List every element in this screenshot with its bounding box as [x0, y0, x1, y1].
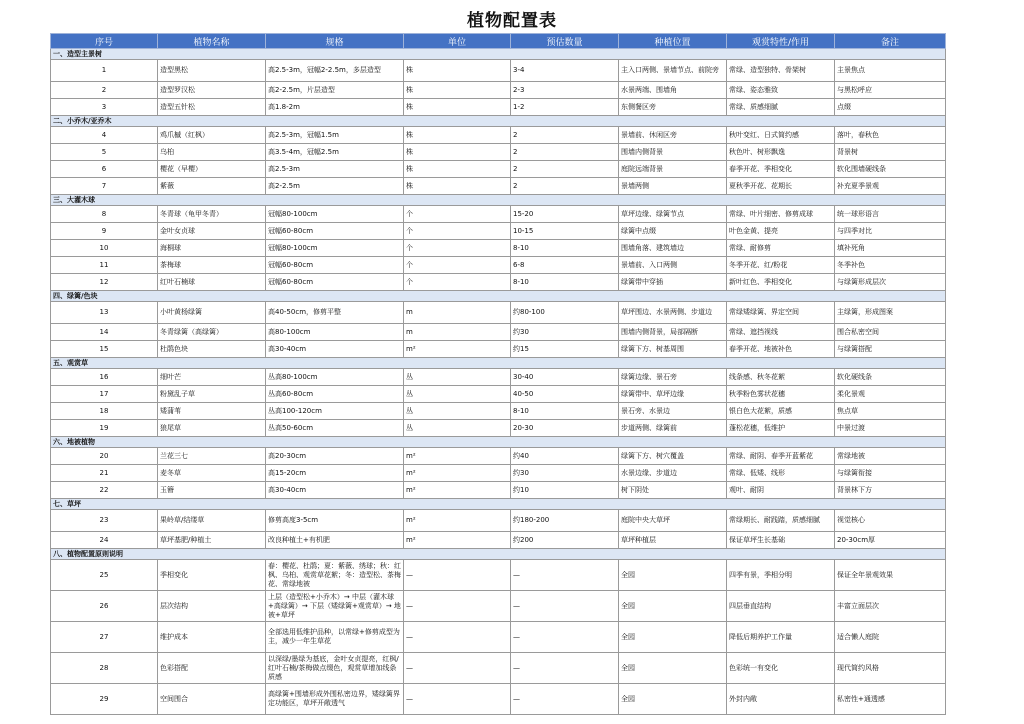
cell-plant-name[interactable]: 粉黛乱子草 — [158, 386, 266, 403]
section-title[interactable]: 六、地被植物 — [51, 437, 946, 448]
table-row — [51, 560, 946, 591]
header-note[interactable]: 备注 — [835, 34, 946, 49]
cell-unit[interactable]: 个 — [404, 240, 511, 257]
cell-note[interactable]: 私密性+通透感 — [835, 684, 946, 715]
table-row — [51, 257, 946, 274]
cell-spec[interactable]: 全部选用低维护品种，以常绿+修剪成型为主，减少一年生草花 — [266, 622, 404, 653]
cell-unit[interactable]: 个 — [404, 257, 511, 274]
cell-unit[interactable]: — — [404, 591, 511, 622]
cell-feature[interactable]: 秋叶变红、日式简约感 — [727, 127, 835, 144]
cell-index[interactable]: 28 — [51, 653, 158, 684]
cell-location[interactable]: 东侧餐区旁 — [619, 99, 727, 116]
cell-quantity[interactable]: 约180-200 — [511, 510, 619, 532]
cell-spec[interactable]: 冠幅60-80cm — [266, 274, 404, 291]
cell-quantity[interactable]: 约200 — [511, 532, 619, 549]
table-row — [51, 144, 946, 161]
cell-index[interactable]: 7 — [51, 178, 158, 195]
cell-index[interactable]: 24 — [51, 532, 158, 549]
cell-unit[interactable]: 株 — [404, 60, 511, 82]
cell-feature[interactable]: 四季有景，季相分明 — [727, 560, 835, 591]
cell-index[interactable]: 10 — [51, 240, 158, 257]
cell-quantity[interactable]: 3-4 — [511, 60, 619, 82]
cell-unit[interactable]: m² — [404, 532, 511, 549]
cell-spec[interactable]: 高30-40cm — [266, 341, 404, 358]
section-header-row — [51, 499, 946, 510]
cell-unit[interactable]: — — [404, 653, 511, 684]
table-row — [51, 448, 946, 465]
table-row — [51, 684, 946, 715]
cell-plant-name[interactable]: 兰花三七 — [158, 448, 266, 465]
cell-location[interactable]: 主入口两侧、景墙节点、前院旁 — [619, 60, 727, 82]
cell-unit[interactable]: 株 — [404, 178, 511, 195]
cell-note[interactable]: 与绿篱衔接 — [835, 465, 946, 482]
cell-spec[interactable]: 高80-100cm — [266, 324, 404, 341]
cell-note[interactable]: 中景过渡 — [835, 420, 946, 437]
cell-index[interactable]: 17 — [51, 386, 158, 403]
cell-note[interactable]: 统一球形语言 — [835, 206, 946, 223]
table-row — [51, 240, 946, 257]
cell-note[interactable]: 背景林下方 — [835, 482, 946, 499]
cell-quantity[interactable]: 约30 — [511, 465, 619, 482]
cell-location[interactable]: 步道两侧、绿篱前 — [619, 420, 727, 437]
cell-index[interactable]: 25 — [51, 560, 158, 591]
cell-feature[interactable]: 叶色金黄、提亮 — [727, 223, 835, 240]
cell-note[interactable]: 现代简约风格 — [835, 653, 946, 684]
cell-location[interactable]: 全园 — [619, 684, 727, 715]
cell-feature[interactable]: 常绿、耐修剪 — [727, 240, 835, 257]
section-title[interactable]: 二、小乔木/亚乔木 — [51, 116, 946, 127]
cell-unit[interactable]: 个 — [404, 223, 511, 240]
cell-feature[interactable]: 观叶、耐阴 — [727, 482, 835, 499]
cell-unit[interactable]: 丛 — [404, 420, 511, 437]
cell-quantity[interactable]: 2-3 — [511, 82, 619, 99]
cell-location[interactable]: 景石旁、水景边 — [619, 403, 727, 420]
cell-unit[interactable]: m — [404, 324, 511, 341]
cell-plant-name[interactable]: 乌桕 — [158, 144, 266, 161]
cell-note[interactable]: 与绿篱搭配 — [835, 341, 946, 358]
table-row — [51, 127, 946, 144]
cell-plant-name[interactable]: 金叶女贞球 — [158, 223, 266, 240]
cell-unit[interactable]: — — [404, 622, 511, 653]
cell-note[interactable]: 20-30cm厚 — [835, 532, 946, 549]
cell-note[interactable]: 背景树 — [835, 144, 946, 161]
cell-feature[interactable]: 常绿矮绿篱、界定空间 — [727, 302, 835, 324]
cell-quantity[interactable]: — — [511, 684, 619, 715]
cell-spec[interactable]: 丛高50-60cm — [266, 420, 404, 437]
cell-spec[interactable]: 丛高100-120cm — [266, 403, 404, 420]
cell-feature[interactable]: 常绿期长、耐践踏，质感细腻 — [727, 510, 835, 532]
section-title[interactable]: 八、植物配置原则说明 — [51, 549, 946, 560]
cell-index[interactable]: 2 — [51, 82, 158, 99]
cell-index[interactable]: 21 — [51, 465, 158, 482]
cell-location[interactable]: 全园 — [619, 560, 727, 591]
cell-spec[interactable]: 高2.5-3m，冠幅1.5m — [266, 127, 404, 144]
cell-unit[interactable]: m² — [404, 510, 511, 532]
cell-quantity[interactable]: 约80-100 — [511, 302, 619, 324]
cell-plant-name[interactable]: 小叶黄杨绿篱 — [158, 302, 266, 324]
cell-note[interactable]: 焦点草 — [835, 403, 946, 420]
cell-note[interactable]: 与四季对比 — [835, 223, 946, 240]
cell-feature[interactable]: 线条感、秋冬花絮 — [727, 369, 835, 386]
cell-unit[interactable]: 株 — [404, 127, 511, 144]
cell-note[interactable]: 柔化景观 — [835, 386, 946, 403]
cell-note[interactable]: 视觉核心 — [835, 510, 946, 532]
cell-location[interactable]: 庭院中央大草坪 — [619, 510, 727, 532]
cell-plant-name[interactable]: 海桐球 — [158, 240, 266, 257]
cell-location[interactable]: 绿篱下方、树穴覆盖 — [619, 448, 727, 465]
header-feature[interactable]: 观赏特性/作用 — [727, 34, 835, 49]
cell-plant-name[interactable]: 造型黑松 — [158, 60, 266, 82]
cell-feature[interactable]: 外封内敞 — [727, 684, 835, 715]
cell-spec[interactable]: 高2-2.5m — [266, 178, 404, 195]
table-row — [51, 403, 946, 420]
cell-location[interactable]: 水景边缘、步道边 — [619, 465, 727, 482]
cell-index[interactable]: 1 — [51, 60, 158, 82]
table-row — [51, 324, 946, 341]
cell-quantity[interactable]: 6-8 — [511, 257, 619, 274]
cell-location[interactable]: 景墙两侧 — [619, 178, 727, 195]
cell-quantity[interactable]: — — [511, 622, 619, 653]
cell-spec[interactable]: 高绿篱+围墙形成外围私密边界，矮绿篱界定功能区，草坪开敞透气 — [266, 684, 404, 715]
section-title[interactable]: 五、观赏草 — [51, 358, 946, 369]
cell-index[interactable]: 14 — [51, 324, 158, 341]
cell-plant-name[interactable]: 造型五针松 — [158, 99, 266, 116]
cell-plant-name[interactable]: 矮蒲苇 — [158, 403, 266, 420]
cell-spec[interactable]: 冠幅80-100cm — [266, 206, 404, 223]
cell-location[interactable]: 草坪种植层 — [619, 532, 727, 549]
table-row — [51, 274, 946, 291]
cell-quantity[interactable]: 10-15 — [511, 223, 619, 240]
cell-plant-name[interactable]: 鸡爪槭（红枫） — [158, 127, 266, 144]
cell-plant-name[interactable]: 色彩搭配 — [158, 653, 266, 684]
cell-plant-name[interactable]: 紫薇 — [158, 178, 266, 195]
cell-note[interactable]: 保证全年景观效果 — [835, 560, 946, 591]
cell-location[interactable]: 绿篱带中、草坪边缘 — [619, 386, 727, 403]
cell-index[interactable]: 15 — [51, 341, 158, 358]
cell-plant-name[interactable]: 麦冬草 — [158, 465, 266, 482]
header-spec[interactable]: 规格 — [266, 34, 404, 49]
cell-quantity[interactable]: — — [511, 560, 619, 591]
cell-spec[interactable]: 修剪高度3-5cm — [266, 510, 404, 532]
table-row — [51, 653, 946, 684]
cell-quantity[interactable]: 2 — [511, 127, 619, 144]
table-row — [51, 223, 946, 240]
header-unit[interactable]: 单位 — [404, 34, 511, 49]
header-quantity[interactable]: 预估数量 — [511, 34, 619, 49]
cell-quantity[interactable]: 8-10 — [511, 240, 619, 257]
cell-index[interactable]: 29 — [51, 684, 158, 715]
cell-plant-name[interactable]: 樱花（早樱） — [158, 161, 266, 178]
header-plant-name[interactable]: 植物名称 — [158, 34, 266, 49]
cell-plant-name[interactable]: 季相变化 — [158, 560, 266, 591]
cell-plant-name[interactable]: 冬青绿篱（高绿篱） — [158, 324, 266, 341]
cell-location[interactable]: 景墙前、休闲区旁 — [619, 127, 727, 144]
section-header-row — [51, 291, 946, 302]
cell-note[interactable]: 点缀 — [835, 99, 946, 116]
cell-location[interactable]: 绿篱下方、树基周围 — [619, 341, 727, 358]
cell-index[interactable]: 8 — [51, 206, 158, 223]
cell-feature[interactable]: 春季开花、季相变化 — [727, 161, 835, 178]
table-row — [51, 369, 946, 386]
cell-feature[interactable]: 蓬松花穗，低维护 — [727, 420, 835, 437]
cell-unit[interactable]: 株 — [404, 99, 511, 116]
cell-spec[interactable]: 冠幅60-80cm — [266, 257, 404, 274]
cell-location[interactable]: 绿篱边缘、景石旁 — [619, 369, 727, 386]
cell-spec[interactable]: 春：樱花、杜鹃；夏：紫薇、绣球；秋：红枫、乌桕、观赏草花絮；冬：造型松、茶梅花、常绿地被 — [266, 560, 404, 591]
cell-plant-name[interactable]: 红叶石楠球 — [158, 274, 266, 291]
cell-plant-name[interactable]: 空间围合 — [158, 684, 266, 715]
cell-location[interactable]: 全园 — [619, 622, 727, 653]
section-title[interactable]: 四、绿篱/色块 — [51, 291, 946, 302]
cell-unit[interactable]: 个 — [404, 206, 511, 223]
cell-plant-name[interactable]: 果岭草/结缕草 — [158, 510, 266, 532]
cell-feature[interactable]: 夏秋季开花、花期长 — [727, 178, 835, 195]
cell-index[interactable]: 26 — [51, 591, 158, 622]
table-row — [51, 622, 946, 653]
table-row — [51, 302, 946, 324]
cell-plant-name[interactable]: 杜鹃色块 — [158, 341, 266, 358]
cell-location[interactable]: 绿篱中点缀 — [619, 223, 727, 240]
cell-feature[interactable]: 常绿、遮挡视线 — [727, 324, 835, 341]
section-title[interactable]: 三、大灌木球 — [51, 195, 946, 206]
cell-index[interactable]: 4 — [51, 127, 158, 144]
cell-note[interactable]: 冬季补色 — [835, 257, 946, 274]
cell-location[interactable]: 草坪边缘、绿篱节点 — [619, 206, 727, 223]
cell-feature[interactable]: 常绿、叶片细密、修剪成球 — [727, 206, 835, 223]
cell-quantity[interactable]: 8-10 — [511, 274, 619, 291]
cell-unit[interactable]: 株 — [404, 161, 511, 178]
cell-quantity[interactable]: — — [511, 591, 619, 622]
cell-index[interactable]: 23 — [51, 510, 158, 532]
cell-location[interactable]: 景墙前、入口两侧 — [619, 257, 727, 274]
cell-spec[interactable]: 高15-20cm — [266, 465, 404, 482]
cell-feature[interactable]: 新叶红色、季相变化 — [727, 274, 835, 291]
cell-feature[interactable]: 冬季开花、红/粉花 — [727, 257, 835, 274]
header-index[interactable]: 序号 — [51, 34, 158, 49]
cell-location[interactable]: 树下阴处 — [619, 482, 727, 499]
cell-feature[interactable]: 银白色大花絮，质感 — [727, 403, 835, 420]
table-row — [51, 591, 946, 622]
cell-note[interactable]: 落叶，春秋色 — [835, 127, 946, 144]
cell-feature[interactable]: 常绿、耐阴、春季开蓝紫花 — [727, 448, 835, 465]
cell-index[interactable]: 20 — [51, 448, 158, 465]
cell-note[interactable]: 填补死角 — [835, 240, 946, 257]
table-row — [51, 510, 946, 532]
table-row — [51, 420, 946, 437]
cell-spec[interactable]: 改良种植土+有机肥 — [266, 532, 404, 549]
cell-unit[interactable]: 个 — [404, 274, 511, 291]
cell-plant-name[interactable]: 维护成本 — [158, 622, 266, 653]
table-row — [51, 386, 946, 403]
cell-plant-name[interactable]: 细叶芒 — [158, 369, 266, 386]
cell-plant-name[interactable]: 茶梅球 — [158, 257, 266, 274]
cell-location[interactable]: 全园 — [619, 591, 727, 622]
cell-unit[interactable]: 丛 — [404, 386, 511, 403]
cell-location[interactable]: 草坪围边、水景两侧、步道边 — [619, 302, 727, 324]
cell-quantity[interactable]: 30-40 — [511, 369, 619, 386]
section-header-row — [51, 195, 946, 206]
cell-spec[interactable]: 高2-2.5m，片层造型 — [266, 82, 404, 99]
cell-index[interactable]: 9 — [51, 223, 158, 240]
cell-feature[interactable]: 常绿、低矮、线形 — [727, 465, 835, 482]
table-row — [51, 465, 946, 482]
cell-feature[interactable]: 秋色叶、树形飘逸 — [727, 144, 835, 161]
cell-note[interactable]: 主景焦点 — [835, 60, 946, 82]
cell-quantity[interactable]: 2 — [511, 144, 619, 161]
cell-location[interactable]: 水景两端、围墙角 — [619, 82, 727, 99]
cell-index[interactable]: 16 — [51, 369, 158, 386]
cell-note[interactable]: 丰富立面层次 — [835, 591, 946, 622]
cell-spec[interactable]: 丛高80-100cm — [266, 369, 404, 386]
cell-unit[interactable]: m² — [404, 465, 511, 482]
table-row — [51, 178, 946, 195]
cell-spec[interactable]: 冠幅80-100cm — [266, 240, 404, 257]
cell-location[interactable]: 绿篱带中穿插 — [619, 274, 727, 291]
table-row — [51, 99, 946, 116]
header-row — [51, 34, 946, 49]
cell-note[interactable]: 与黑松呼应 — [835, 82, 946, 99]
cell-plant-name[interactable]: 玉簪 — [158, 482, 266, 499]
cell-index[interactable]: 18 — [51, 403, 158, 420]
cell-note[interactable]: 围合私密空间 — [835, 324, 946, 341]
cell-plant-name[interactable]: 草坪基肥/种植土 — [158, 532, 266, 549]
cell-location[interactable]: 围墙内侧背景 — [619, 144, 727, 161]
cell-feature[interactable]: 春季开花、地被补色 — [727, 341, 835, 358]
table-row — [51, 532, 946, 549]
cell-quantity[interactable]: 1-2 — [511, 99, 619, 116]
cell-spec[interactable]: 高1.8-2m — [266, 99, 404, 116]
cell-feature[interactable]: 保证草坪生长基础 — [727, 532, 835, 549]
cell-index[interactable]: 11 — [51, 257, 158, 274]
section-title[interactable]: 七、草坪 — [51, 499, 946, 510]
cell-index[interactable]: 3 — [51, 99, 158, 116]
cell-unit[interactable]: m² — [404, 482, 511, 499]
table-row — [51, 60, 946, 82]
cell-unit[interactable]: m² — [404, 448, 511, 465]
cell-note[interactable]: 软化围墙硬线条 — [835, 161, 946, 178]
cell-index[interactable]: 22 — [51, 482, 158, 499]
cell-spec[interactable]: 高40-50cm，修剪平整 — [266, 302, 404, 324]
cell-index[interactable]: 13 — [51, 302, 158, 324]
cell-unit[interactable]: m — [404, 302, 511, 324]
cell-unit[interactable]: — — [404, 560, 511, 591]
section-header-row — [51, 49, 946, 60]
cell-spec[interactable]: 高20-30cm — [266, 448, 404, 465]
table-body — [51, 49, 946, 715]
cell-spec[interactable]: 上层（造型松+小乔木）→ 中层（灌木球+高绿篱）→ 下层（矮绿篱+观赏草）→ 地被+草坪 — [266, 591, 404, 622]
cell-note[interactable]: 常绿地被 — [835, 448, 946, 465]
cell-quantity[interactable]: 8-10 — [511, 403, 619, 420]
cell-feature[interactable]: 常绿、姿态雅致 — [727, 82, 835, 99]
cell-index[interactable]: 5 — [51, 144, 158, 161]
cell-unit[interactable]: — — [404, 684, 511, 715]
cell-note[interactable]: 与绿篱形成层次 — [835, 274, 946, 291]
table-row — [51, 341, 946, 358]
cell-spec[interactable]: 高30-40cm — [266, 482, 404, 499]
cell-note[interactable]: 适合懒人庭院 — [835, 622, 946, 653]
table-row — [51, 161, 946, 178]
cell-unit[interactable]: m² — [404, 341, 511, 358]
cell-spec[interactable]: 冠幅60-80cm — [266, 223, 404, 240]
cell-spec[interactable]: 以深绿/墨绿为基底，金叶女贞提亮，红枫/红叶石楠/茶梅做点缀色，观赏草增加线条质感 — [266, 653, 404, 684]
cell-quantity[interactable]: 40-50 — [511, 386, 619, 403]
cell-quantity[interactable]: 约40 — [511, 448, 619, 465]
cell-note[interactable]: 主绿篱，形成图案 — [835, 302, 946, 324]
cell-feature[interactable]: 秋季粉色雾状花穗 — [727, 386, 835, 403]
cell-feature[interactable]: 色彩统一有变化 — [727, 653, 835, 684]
section-header-row — [51, 437, 946, 448]
cell-location[interactable]: 围墙内侧背景，局部隔断 — [619, 324, 727, 341]
cell-quantity[interactable]: 15-20 — [511, 206, 619, 223]
cell-spec[interactable]: 高3.5-4m，冠幅2.5m — [266, 144, 404, 161]
page-title: 植物配置表 — [467, 11, 557, 31]
cell-quantity[interactable]: 2 — [511, 178, 619, 195]
cell-quantity[interactable]: 20-30 — [511, 420, 619, 437]
cell-note[interactable]: 补充夏季景观 — [835, 178, 946, 195]
table-row — [51, 206, 946, 223]
plant-table — [50, 33, 946, 715]
cell-feature[interactable]: 降低后期养护工作量 — [727, 622, 835, 653]
cell-spec[interactable]: 丛高60-80cm — [266, 386, 404, 403]
cell-plant-name[interactable]: 狼尾草 — [158, 420, 266, 437]
cell-location[interactable]: 全园 — [619, 653, 727, 684]
cell-plant-name[interactable]: 造型罗汉松 — [158, 82, 266, 99]
cell-unit[interactable]: 丛 — [404, 403, 511, 420]
cell-quantity[interactable]: 2 — [511, 161, 619, 178]
cell-unit[interactable]: 株 — [404, 82, 511, 99]
cell-spec[interactable]: 高2.5-3m，冠幅2-2.5m，多层造型 — [266, 60, 404, 82]
cell-plant-name[interactable]: 层次结构 — [158, 591, 266, 622]
cell-index[interactable]: 27 — [51, 622, 158, 653]
cell-quantity[interactable]: 约15 — [511, 341, 619, 358]
section-title[interactable]: 一、造型主景树 — [51, 49, 946, 60]
cell-unit[interactable]: 株 — [404, 144, 511, 161]
cell-index[interactable]: 6 — [51, 161, 158, 178]
cell-location[interactable]: 庭院远端背景 — [619, 161, 727, 178]
cell-quantity[interactable]: 约30 — [511, 324, 619, 341]
section-header-row — [51, 549, 946, 560]
cell-feature[interactable]: 四层垂直结构 — [727, 591, 835, 622]
section-header-row — [51, 116, 946, 127]
cell-index[interactable]: 12 — [51, 274, 158, 291]
cell-unit[interactable]: 丛 — [404, 369, 511, 386]
cell-quantity[interactable]: — — [511, 653, 619, 684]
table-row — [51, 482, 946, 499]
cell-location[interactable]: 围墙角落、建筑墙边 — [619, 240, 727, 257]
cell-feature[interactable]: 常绿、质感细腻 — [727, 99, 835, 116]
table-row — [51, 82, 946, 99]
cell-index[interactable]: 19 — [51, 420, 158, 437]
section-header-row — [51, 358, 946, 369]
header-location[interactable]: 种植位置 — [619, 34, 727, 49]
cell-feature[interactable]: 常绿、造型独特、骨架树 — [727, 60, 835, 82]
cell-note[interactable]: 软化硬线条 — [835, 369, 946, 386]
cell-quantity[interactable]: 约10 — [511, 482, 619, 499]
cell-plant-name[interactable]: 冬青球（龟甲冬青） — [158, 206, 266, 223]
cell-spec[interactable]: 高2.5-3m — [266, 161, 404, 178]
